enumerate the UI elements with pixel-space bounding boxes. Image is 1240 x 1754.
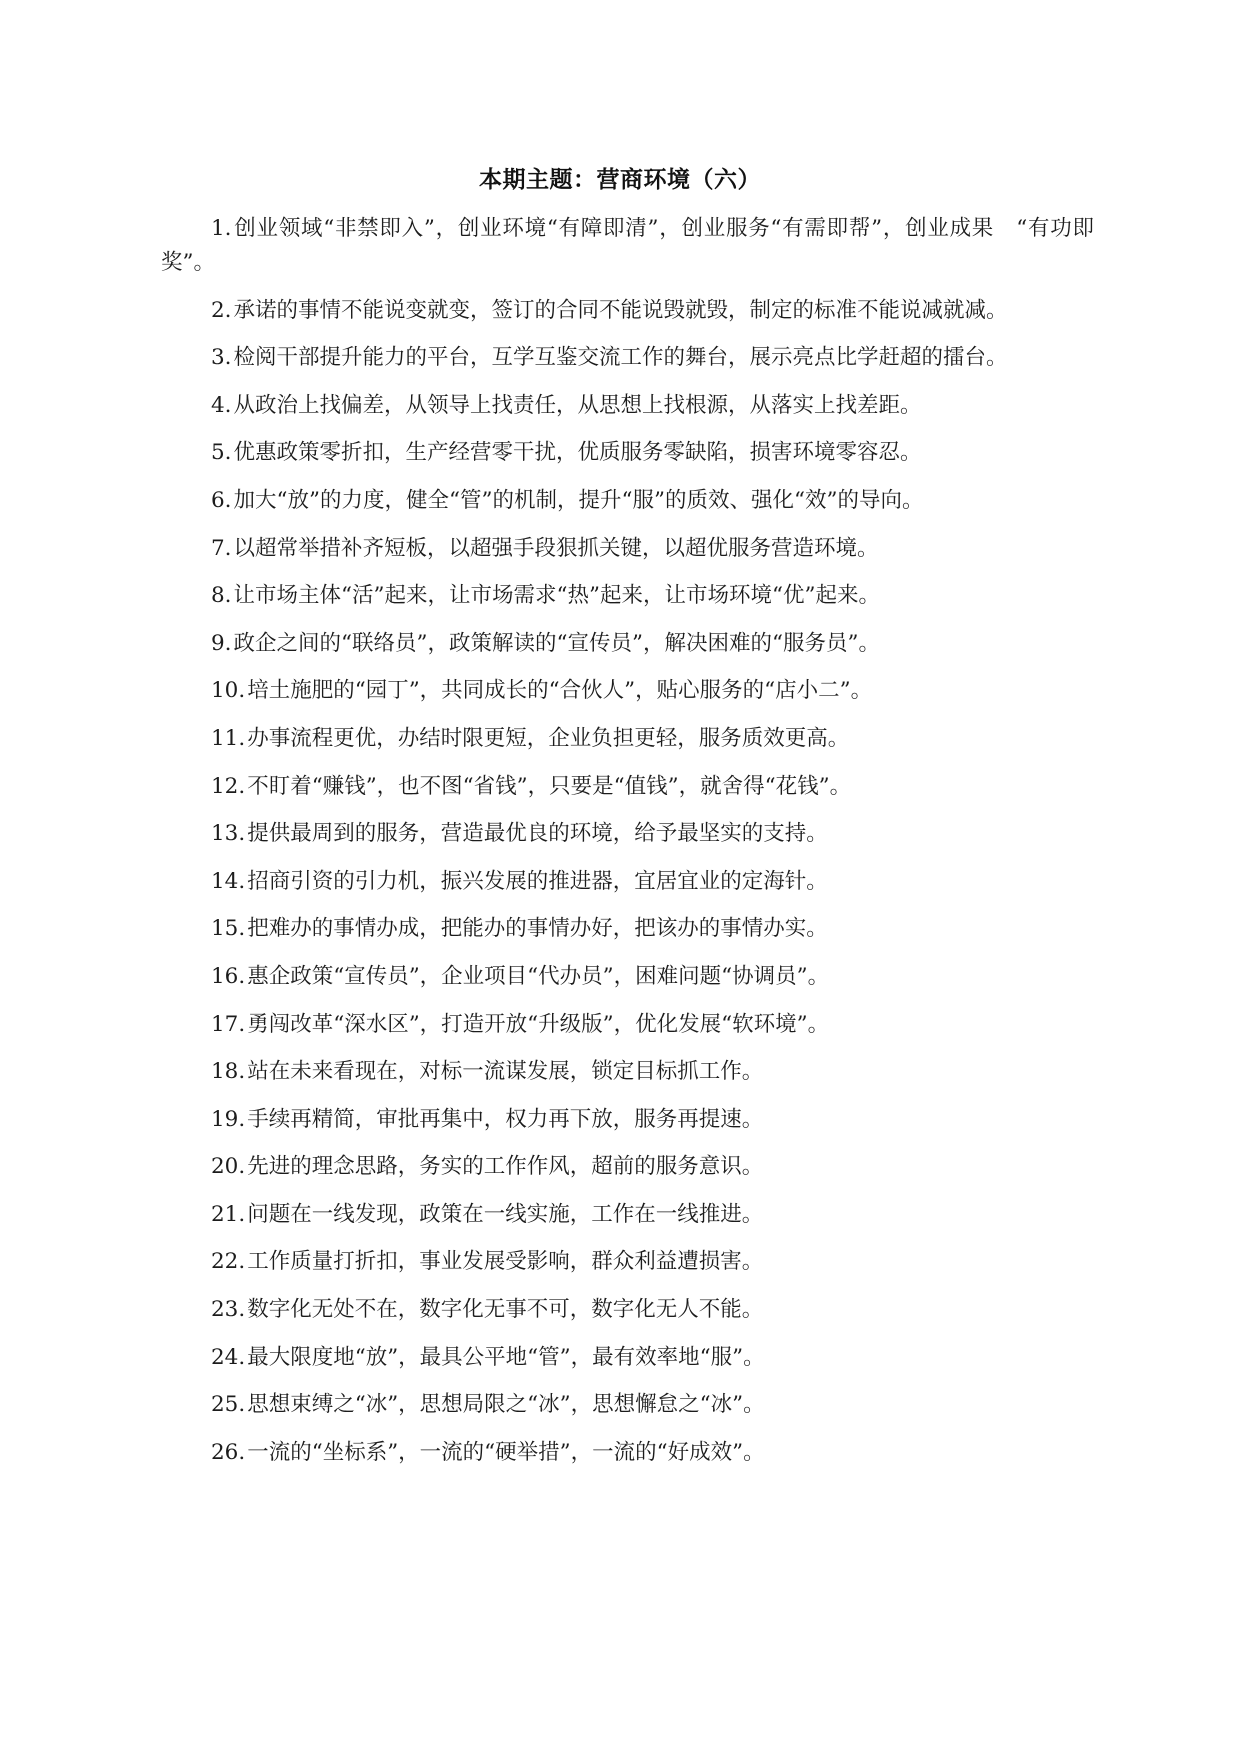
list-item (161, 1436, 1094, 1470)
list-item (161, 1198, 1094, 1232)
item-text: 让市场主体“活”起来，让市场需求“热”起来，让市场环境“优”起来。 (233, 583, 880, 609)
item-number: 24. (211, 1344, 246, 1370)
list-item (161, 389, 1094, 423)
item-number: 22. (211, 1249, 246, 1275)
item-number: 26. (211, 1439, 246, 1465)
list-item (161, 1103, 1094, 1137)
list-item (161, 579, 1094, 613)
item-text: 办事流程更优，办结时限更短，企业负担更轻，服务质效更高。 (247, 725, 850, 751)
item-text: 惠企政策“宣传员”，企业项目“代办员”，困难问题“协调员”。 (247, 963, 830, 989)
list-item (161, 341, 1094, 375)
list-item (161, 912, 1094, 946)
item-text: 从政治上找偏差，从领导上找责任，从思想上找根源，从落实上找差距。 (233, 392, 922, 418)
item-number: 14. (211, 868, 246, 894)
item-text: 以超常举措补齐短板，以超强手段狠抓关键，以超优服务营造环境。 (233, 535, 879, 561)
item-number: 19. (211, 1106, 246, 1132)
list-item (161, 960, 1094, 994)
list-item (161, 212, 1094, 280)
item-text: 站在未来看现在，对标一流谋发展，锁定目标抓工作。 (247, 1059, 764, 1085)
item-number: 8. (211, 583, 232, 609)
list-item (161, 436, 1094, 470)
item-number: 25. (211, 1392, 246, 1418)
list-item (161, 1245, 1094, 1279)
slogan-list (161, 212, 1094, 1483)
item-number: 20. (211, 1154, 246, 1180)
item-text: 把难办的事情办成，把能办的事情办好，把该办的事情办实。 (247, 916, 828, 942)
item-number: 16. (211, 963, 246, 989)
list-item (161, 294, 1094, 328)
item-text: 最大限度地“放”，最具公平地“管”，最有效率地“服”。 (247, 1344, 765, 1370)
list-item (161, 770, 1094, 804)
item-text: 检阅干部提升能力的平台，互学互鉴交流工作的舞台，展示亮点比学赶超的擂台。 (233, 345, 1008, 371)
item-text: 招商引资的引力机，振兴发展的推进器，宜居宜业的定海针。 (247, 868, 828, 894)
item-text: 手续再精简，审批再集中，权力再下放，服务再提速。 (247, 1106, 764, 1132)
item-number: 21. (211, 1201, 246, 1227)
item-number: 3. (211, 345, 232, 371)
list-item (161, 1055, 1094, 1089)
item-number: 12. (211, 773, 246, 799)
item-text: 加大“放”的力度，健全“管”的机制，提升“服”的质效、强化“效”的导向。 (233, 487, 924, 513)
item-text: 工作质量打折扣，事业发展受影响，群众利益遭损害。 (247, 1249, 764, 1275)
item-text: 提供最周到的服务，营造最优良的环境，给予最坚实的支持。 (247, 821, 828, 847)
list-item (161, 1150, 1094, 1184)
item-text: 思想束缚之“冰”，思想局限之“冰”，思想懈怠之“冰”。 (247, 1392, 765, 1418)
item-number: 7. (211, 535, 232, 561)
list-item (161, 817, 1094, 851)
item-text: 问题在一线发现，政策在一线实施，工作在一线推进。 (247, 1201, 764, 1227)
item-number: 18. (211, 1059, 246, 1085)
item-text: 勇闯改革“深水区”，打造开放“升级版”，优化发展“软环境”。 (247, 1011, 830, 1037)
item-number: 2. (211, 297, 232, 323)
item-number: 6. (211, 487, 232, 513)
item-text: 不盯着“赚钱”，也不图“省钱”，只要是“值钱”，就舍得“花钱”。 (247, 773, 852, 799)
item-text: 政企之间的“联络员”，政策解读的“宣传员”，解决困难的“服务员”。 (233, 630, 880, 656)
list-item (161, 1008, 1094, 1042)
item-number: 13. (211, 821, 246, 847)
list-item (161, 1293, 1094, 1327)
list-item (161, 1341, 1094, 1375)
item-number: 15. (211, 916, 246, 942)
item-text: 培土施肥的“园丁”，共同成长的“合伙人”，贴心服务的“店小二”。 (247, 678, 873, 704)
item-number: 17. (211, 1011, 246, 1037)
list-item (161, 484, 1094, 518)
page-title: 本期主题：营商环境（六） (479, 166, 761, 193)
list-item (161, 532, 1094, 566)
item-number: 11. (211, 725, 246, 751)
list-item (161, 627, 1094, 661)
item-number: 9. (211, 630, 232, 656)
item-text: 数字化无处不在，数字化无事不可，数字化无人不能。 (247, 1297, 764, 1323)
list-item (161, 722, 1094, 756)
item-text: 先进的理念思路，务实的工作作风，超前的服务意识。 (247, 1154, 764, 1180)
item-number: 23. (211, 1297, 246, 1323)
item-text: 承诺的事情不能说变就变，签订的合同不能说毁就毁，制定的标准不能说减就减。 (233, 297, 1008, 323)
item-number: 5. (211, 440, 232, 466)
item-text: 创业领域“非禁即入”，创业环境“有障即清”，创业服务“有需即帮”，创业成果 “有功即奖”。 (161, 216, 1094, 275)
list-item (161, 865, 1094, 899)
item-text: 一流的“坐标系”，一流的“硬举措”，一流的“好成效”。 (247, 1439, 765, 1465)
item-number: 10. (211, 678, 246, 704)
item-number: 1. (211, 216, 232, 241)
item-number: 4. (211, 392, 232, 418)
list-item (161, 674, 1094, 708)
item-text: 优惠政策零折扣，生产经营零干扰，优质服务零缺陷，损害环境零容忍。 (233, 440, 922, 466)
list-item (161, 1388, 1094, 1422)
